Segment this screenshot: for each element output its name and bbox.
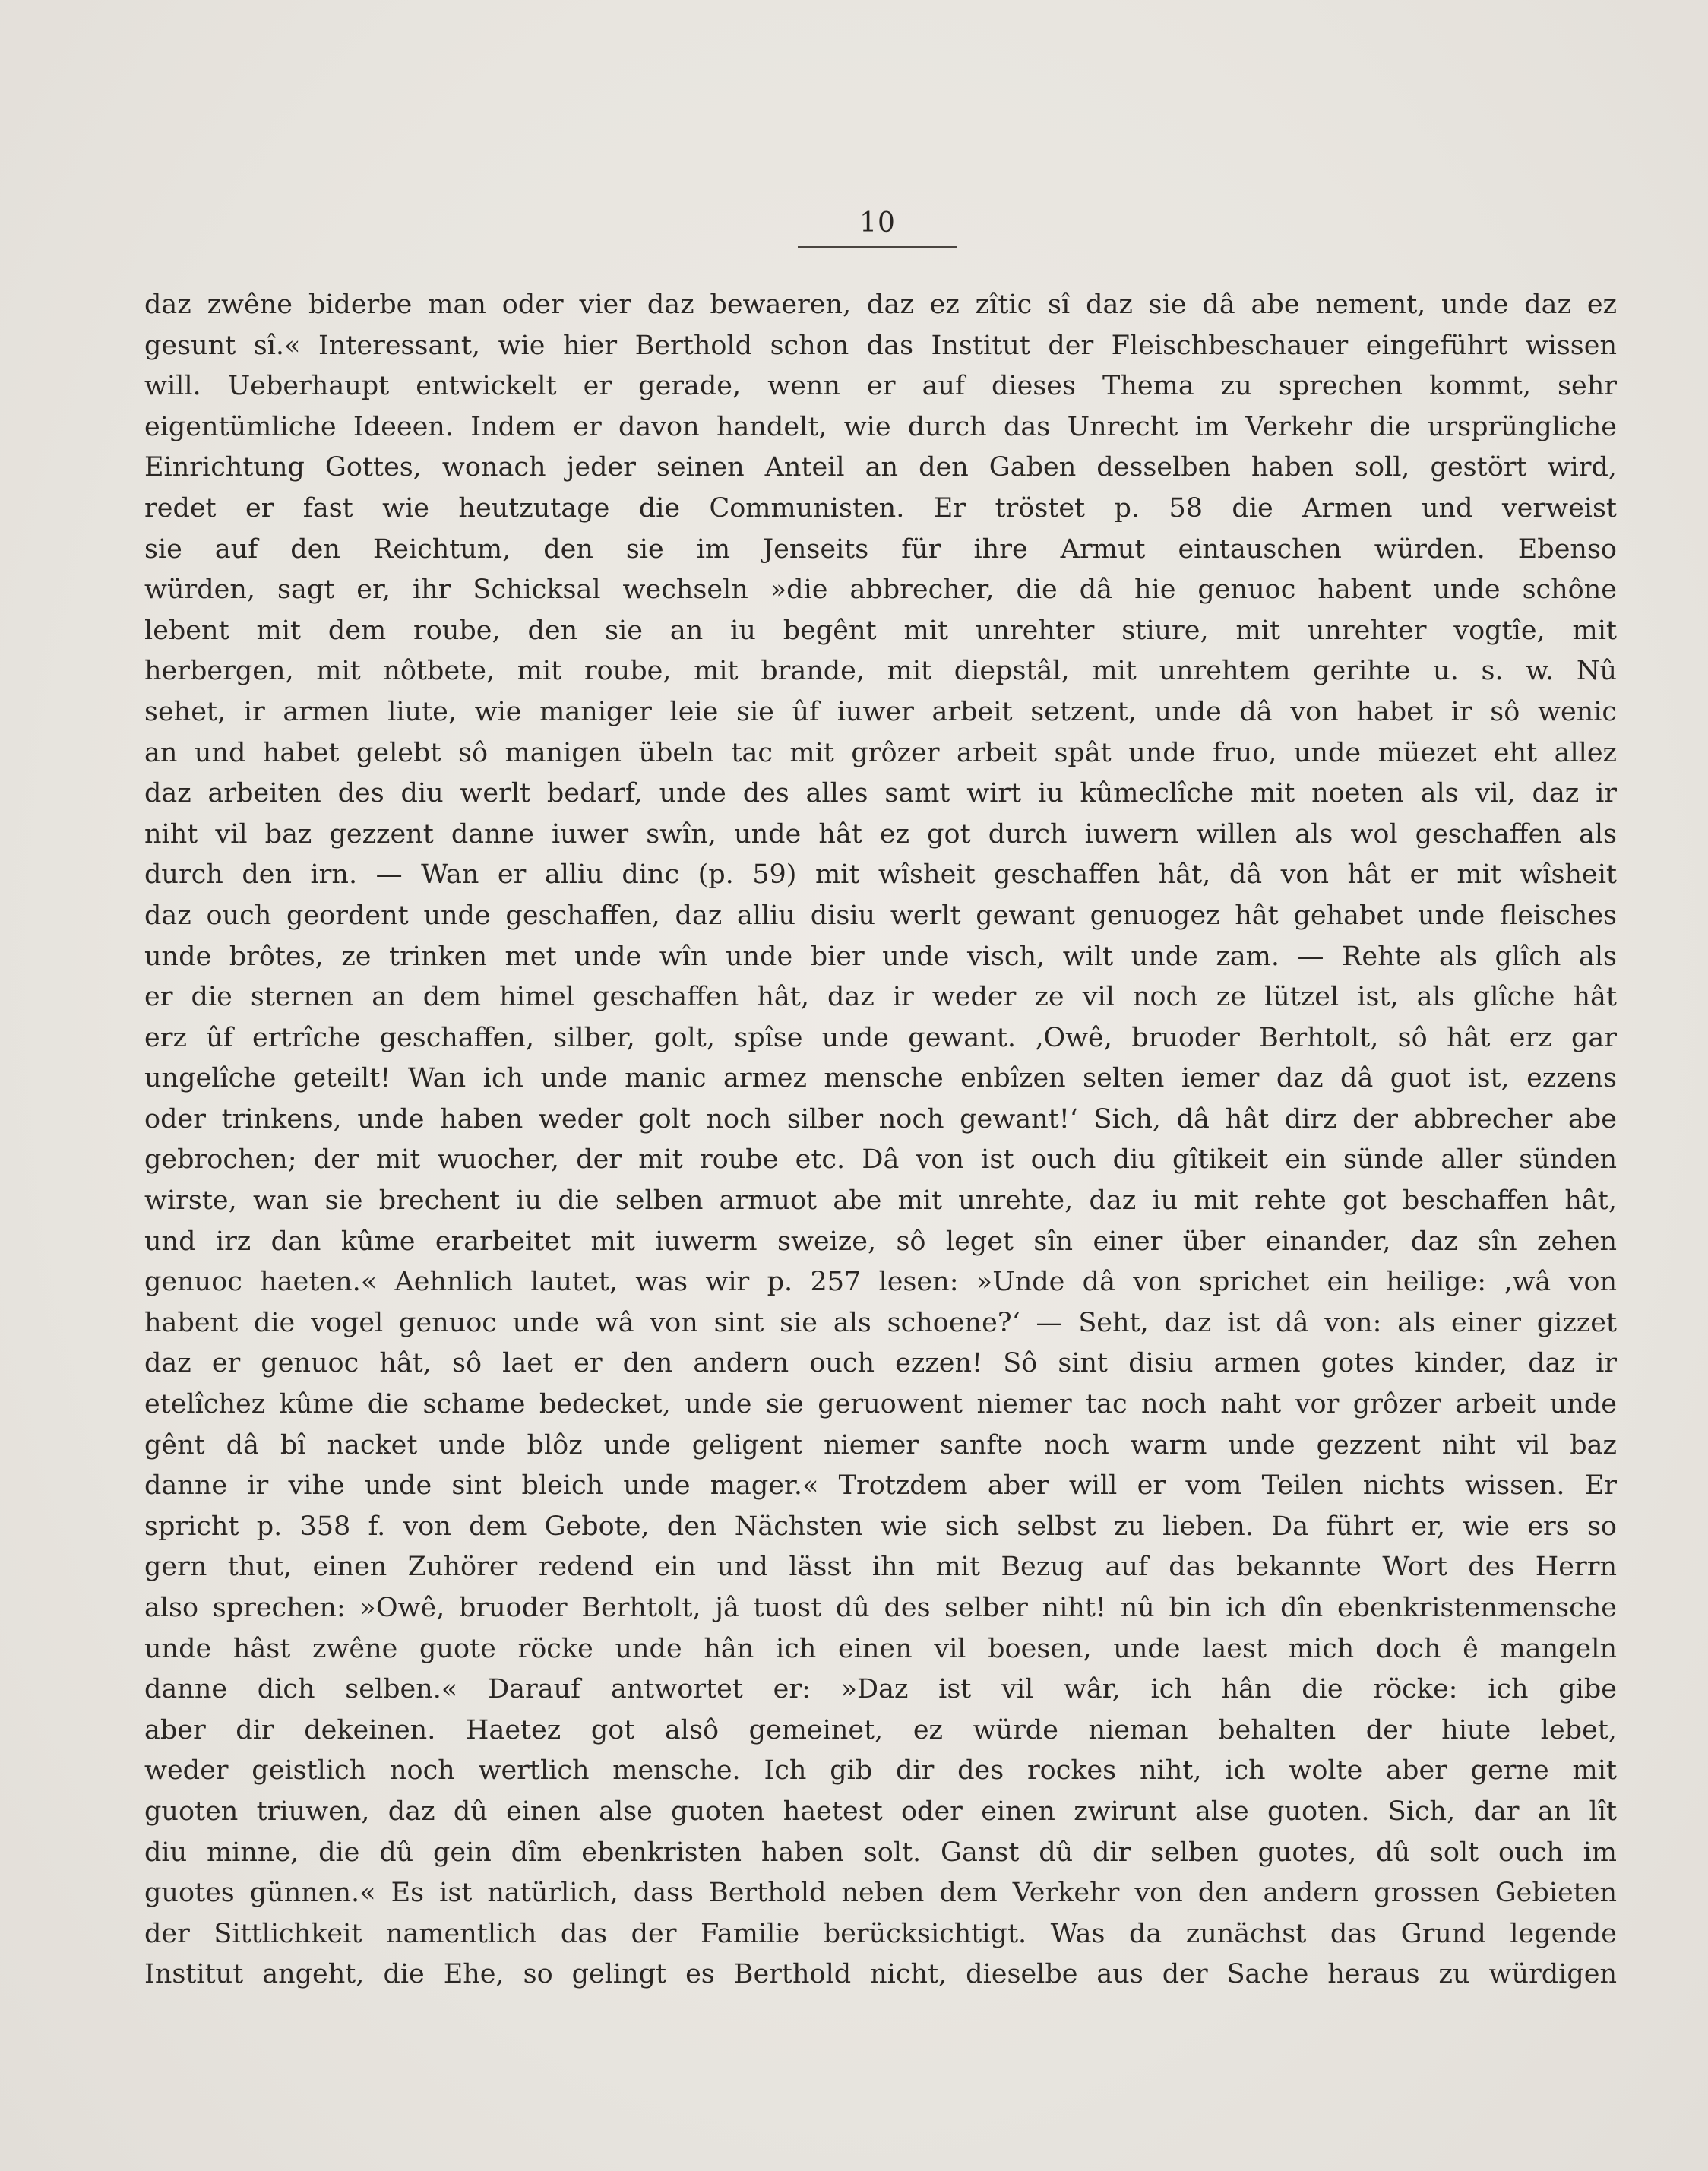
text-line: daz zwêne biderbe man oder vier daz bewaeren, daz ez zîtic sî daz sie dâ abe nement, unde daz ez — [144, 290, 1617, 320]
text-line: guoten triuwen, daz dû einen alse guoten haetest oder einen zwirunt alse guoten. Sich, dar an lît — [144, 1796, 1617, 1827]
text-line: wirste, wan sie brechent iu die selben armuot abe mit unrehte, daz iu mit rehte got beschaffen hât, — [144, 1185, 1617, 1217]
text-line: unde brôtes, ze trinken met unde wîn unde bier unde visch, wilt unde zam. — Rehte als glîch als — [144, 941, 1617, 972]
text-line: oder trinkens, unde haben weder golt noch silber noch gewant!‘ Sich, dâ hât dirz der abbrecher abe — [144, 1103, 1617, 1135]
text-line: niht vil baz gezzent danne iuwer swîn, unde hât ez got durch iuwern willen als wol geschaffen als — [144, 818, 1617, 850]
page-number: 10 — [798, 205, 957, 248]
text-line: danne dich selben.« Darauf antwortet er: »Daz ist vil wâr, ich hân die röcke: ich gibe — [144, 1674, 1617, 1705]
text-line: erz ûf ertrîche geschaffen, silber, golt, spîse unde gewant. ‚Owê, bruoder Berhtolt, sô hât erz gar — [144, 1022, 1617, 1053]
text-line: gebrochen; der mit wuocher, der mit roube etc. Dâ von ist ouch diu gîtikeit ein sünde aller sünden — [144, 1144, 1617, 1176]
text-line: diu minne, die dû gein dîm ebenkristen haben solt. Ganst dû dir selben guotes, dû solt ouch im — [144, 1837, 1617, 1868]
text-line: guotes günnen.« Es ist natürlich, dass Berthold neben dem Verkehr von den andern grossen Gebieten — [144, 1878, 1617, 1909]
text-line: daz arbeiten des diu werlt bedarf, unde des alles samt wirt iu kûmeclîche mit noeten als vil, daz ir — [144, 778, 1617, 809]
text-line: er die sternen an dem himel geschaffen hât, daz ir weder ze vil noch ze lützel ist, als glîche hât — [144, 982, 1617, 1013]
text-line: würden, sagt er, ihr Schicksal wechseln »die abbrecher, die dâ hie genuoc habent unde schône — [144, 574, 1617, 606]
text-line: daz ouch geordent unde geschaffen, daz alliu disiu werlt gewant genuogez hât gehabet unde fleisches — [144, 900, 1617, 931]
text-line: Einrichtung Gottes, wonach jeder seinen Anteil an den Gaben desselben haben soll, gestört wird, — [144, 452, 1617, 483]
text-line: daz er genuoc hât, sô laet er den andern ouch ezzen! Sô sint disiu armen gotes kinder, daz ir — [144, 1348, 1617, 1379]
text-line: ungelîche geteilt! Wan ich unde manic armez mensche enbîzen selten iemer daz dâ guot ist, ezzens — [144, 1063, 1617, 1094]
text-line: gern thut, einen Zuhörer redend ein und lässt ihn mit Bezug auf das bekannte Wort des Herrn — [144, 1552, 1617, 1583]
text-line: sie auf den Reichtum, den sie im Jenseits für ihre Armut eintauschen würden. Ebenso — [144, 533, 1617, 565]
text-line: redet er fast wie heutzutage die Communisten. Er tröstet p. 58 die Armen und verweist — [144, 492, 1617, 524]
text-line: herbergen, mit nôtbete, mit roube, mit brande, mit diepstâl, mit unrehtem gerihte u. s. w. Nû — [144, 656, 1617, 687]
text-line: habent die vogel genuoc unde wâ von sint sie als schoene?‘ — Seht, daz ist dâ von: als einer gizzet — [144, 1307, 1617, 1338]
text-line: genuoc haeten.« Aehnlich lautet, was wir p. 257 lesen: »Unde dâ von sprichet ein heilige: ‚wâ von — [144, 1267, 1617, 1298]
text-line: an und habet gelebt sô manigen übeln tac mit grôzer arbeit spât unde fruo, unde müezet eht allez — [144, 737, 1617, 768]
text-line: danne ir vihe unde sint bleich unde mager.« Trotzdem aber will er vom Teilen nichts wissen. Er — [144, 1470, 1617, 1502]
text-line: und irz dan kûme erarbeitet mit iuwerm sweize, sô leget sîn einer über einander, daz sîn zehen — [144, 1226, 1617, 1257]
text-line: spricht p. 358 f. von dem Gebote, den Nächsten wie sich selbst zu lieben. Da führt er, wie ers so — [144, 1511, 1617, 1542]
body-text — [144, 285, 1617, 1995]
text-line: weder geistlich noch wertlich mensche. Ich gib dir des rockes niht, ich wolte aber gerne mit — [144, 1755, 1617, 1786]
text-line: also sprechen: »Owê, bruoder Berhtolt, jâ tuost dû des selber niht! nû bin ich dîn ebenkristenmensche — [144, 1593, 1617, 1623]
text-line: aber dir dekeinen. Haetez got alsô gemeinet, ez würde nieman behalten der hiute lebet, — [144, 1714, 1617, 1745]
text-line: durch den irn. — Wan er alliu dinc (p. 59) mit wîsheit geschaffen hât, dâ von hât er mit wîsheit — [144, 859, 1617, 891]
text-line: Institut angeht, die Ehe, so gelingt es Berthold nicht, dieselbe aus der Sache heraus zu würdigen — [144, 1959, 1617, 1990]
text-line: eigentümliche Ideeen. Indem er davon handelt, wie durch das Unrecht im Verkehr die ursprüngliche — [144, 411, 1617, 442]
text-line: gesunt sî.« Interessant, wie hier Berthold schon das Institut der Fleischbeschauer eingeführt wissen — [144, 330, 1617, 361]
text-line: der Sittlichkeit namentlich das der Familie berücksichtigt. Was da zunächst das Grund legende — [144, 1918, 1617, 1949]
text-line: sehet, ir armen liute, wie maniger leie sie ûf iuwer arbeit setzent, unde dâ von habet ir sô wenic — [144, 696, 1617, 727]
text-line: gênt dâ bî nacket unde blôz unde geligent niemer sanfte noch warm unde gezzent niht vil baz — [144, 1429, 1617, 1461]
text-line: will. Ueberhaupt entwickelt er gerade, wenn er auf dieses Thema zu sprechen kommt, sehr — [144, 371, 1617, 402]
text-line: lebent mit dem roube, den sie an iu begênt mit unrehter stiure, mit unrehter vogtîe, mit — [144, 615, 1617, 646]
text-line: unde hâst zwêne guote röcke unde hân ich einen vil boesen, unde laest mich doch ê mangeln — [144, 1633, 1617, 1664]
text-line: etelîchez kûme die schame bedecket, unde sie geruowent niemer tac noch naht vor grôzer arbeit unde — [144, 1389, 1617, 1420]
